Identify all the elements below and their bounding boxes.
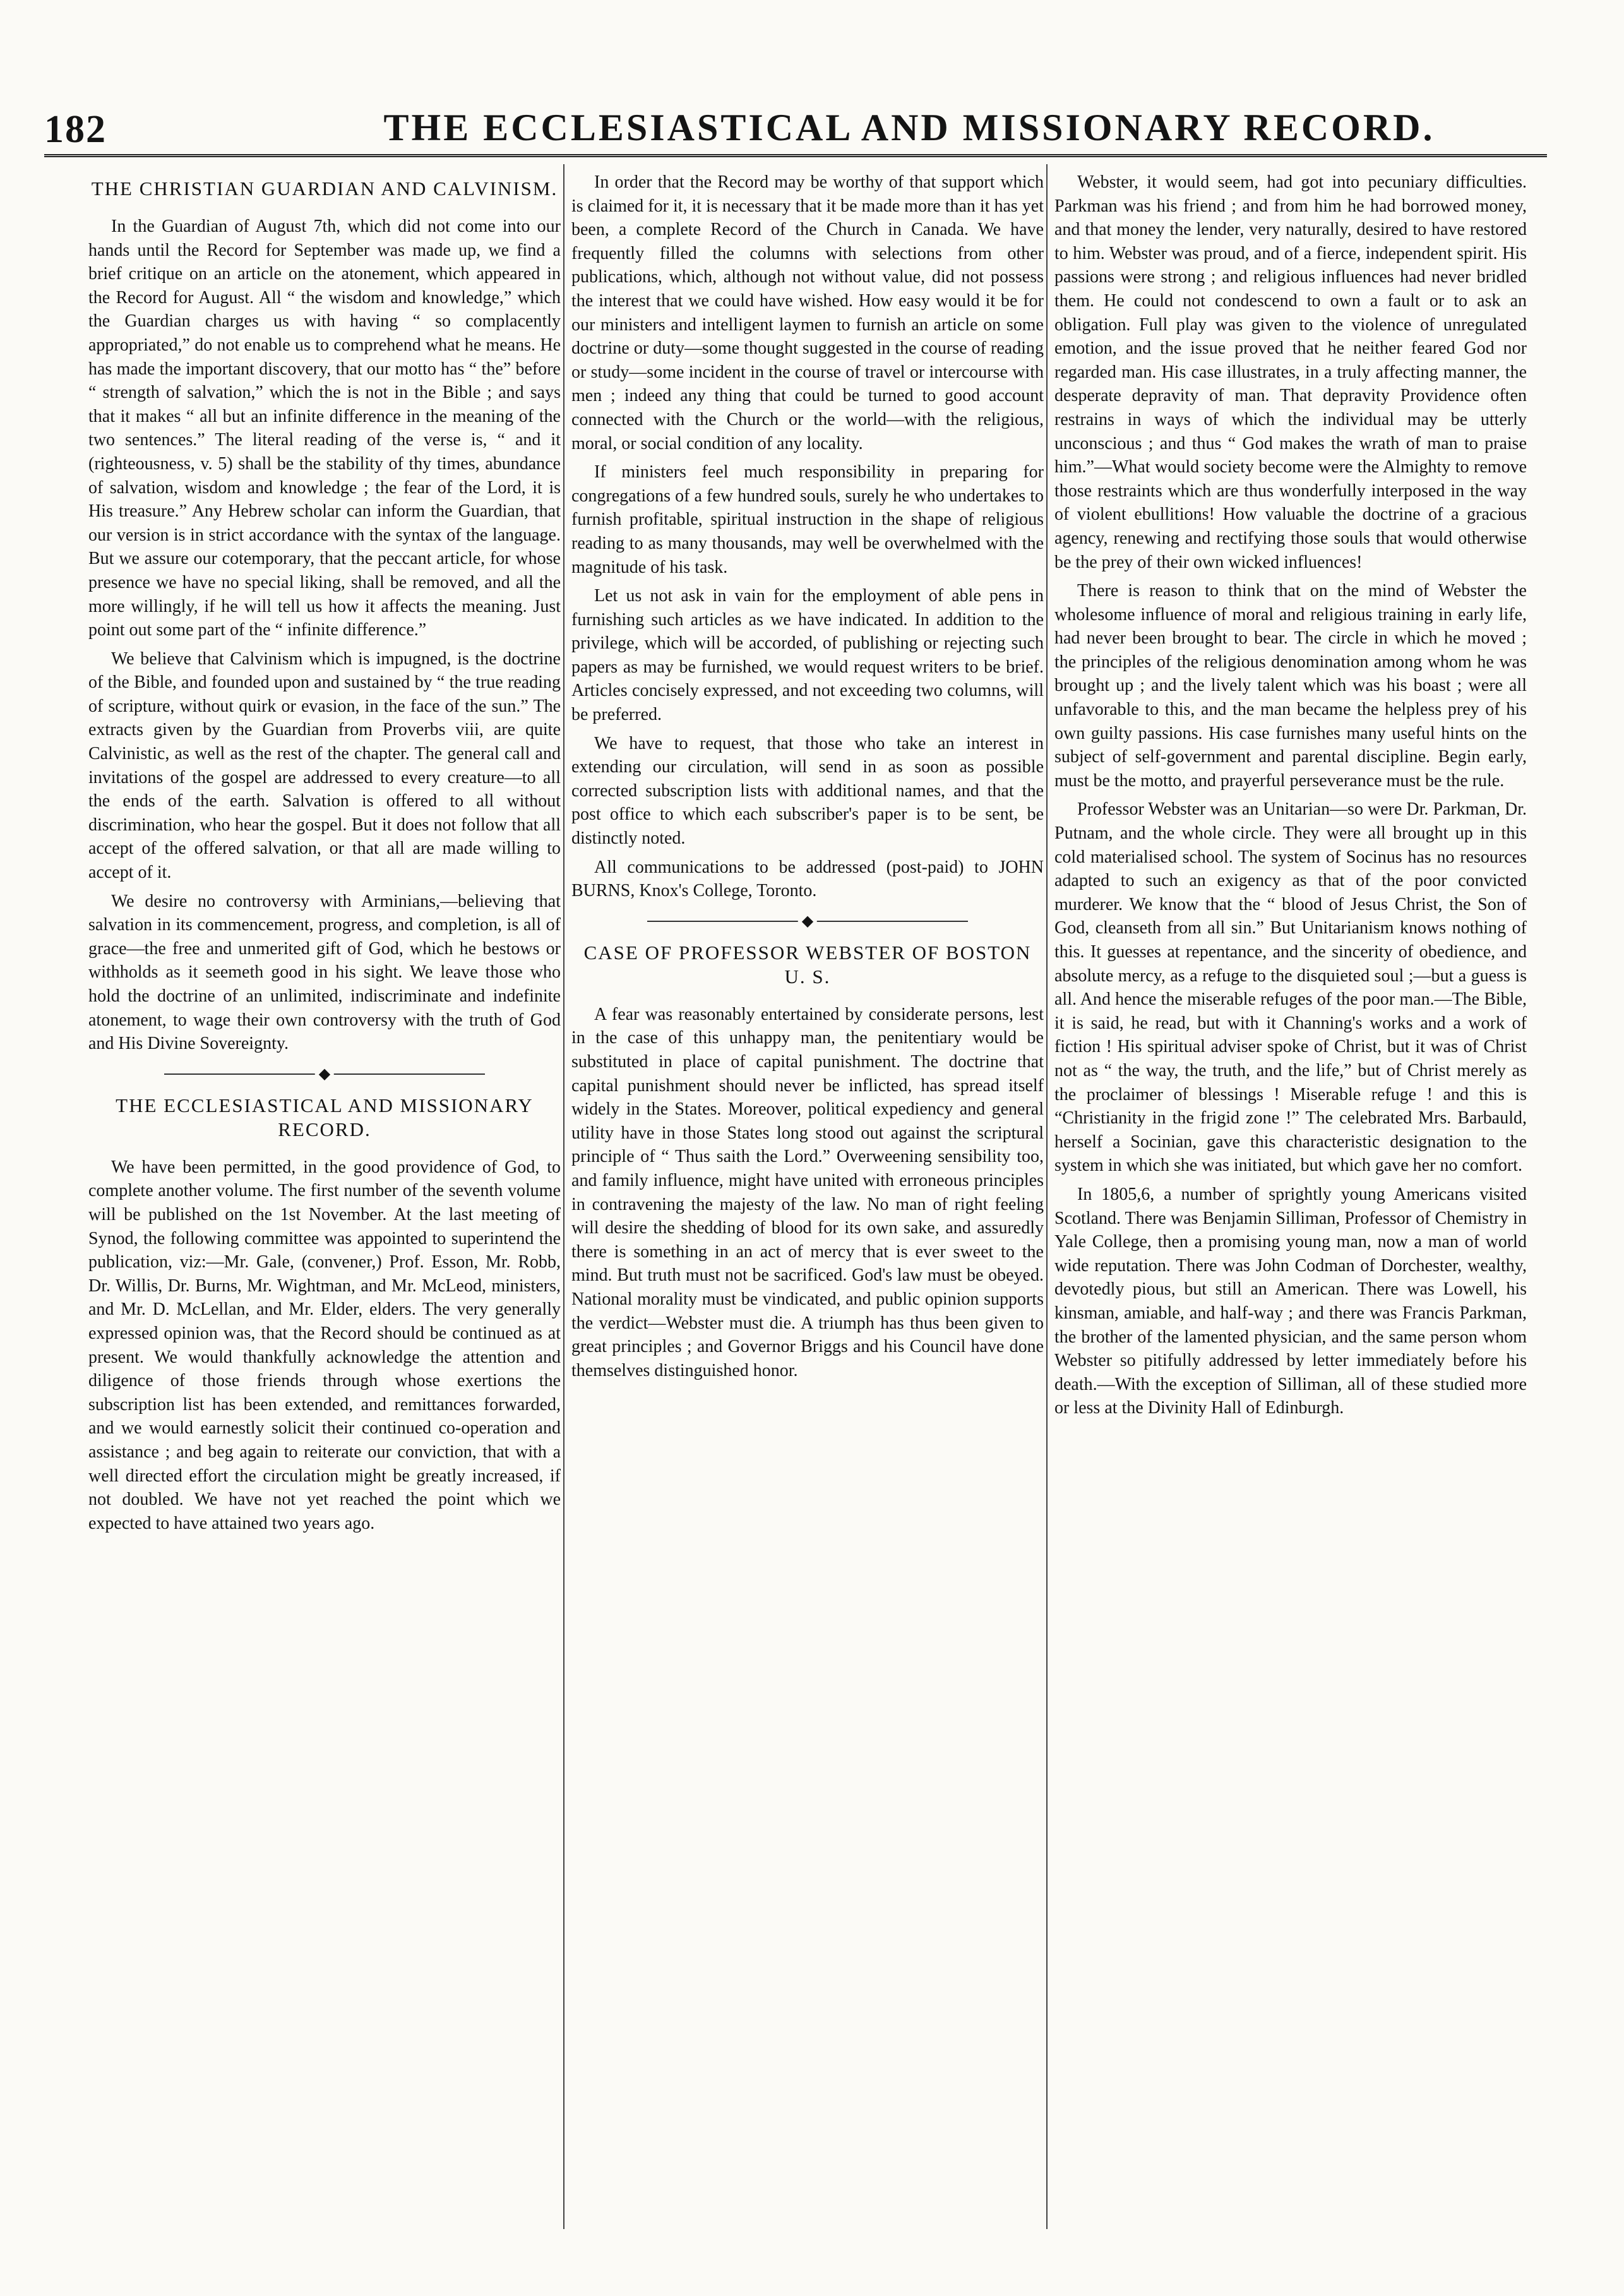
paragraph: In the Guardian of August 7th, which did not come into our hands until the Record for September was made up, we find a brief critique on an article on the atonement, which appeared in the Record for August. All “ the wisdom and knowledge,” which the Guardian charges us with having “ so complacently appropriated,” do not enable us to comprehend what he means. He has made the important discovery, that our motto has “ the” before “ strength of salvation,” which the is not in the Bible ; and says that it makes “ all but an infinite difference in the meaning of the two sentences.” The literal reading of the verse is, “ and it (righteousness, v. 5) shall be the stability of thy times, abundance of salvation, wisdom and knowledge ; the fear of the Lord, it is His treasure.” Any Hebrew scholar can inform the Guardian, that our version is in strict accordance with the syntax of the language. But we assure our cotemporary, that the peccant article, for whose presence we have no special liking, shall be removed, and all the more willingly, if he will tell us how it affects the meaning. Just point out some part of the “ infinite difference.”	[88, 217, 561, 640]
article-separator	[88, 1065, 561, 1084]
paragraph: We believe that Calvinism which is impugned, is the doctrine of the Bible, and founded upon and sustained by “ the true reading of scripture, without quirk or evasion, in the face of the sun.” The extracts given by the Guardian from Proverbs viii, are quite Calvinistic, as well as the rest of the chapter. The general call and invitations of the gospel are addressed to every creature—to all the ends of the earth. Salvation is offered to all without discrimination, who hear the gospel. But it does not follow that all accept of the offered salvation, or that all are made willing to accept of it.	[88, 649, 561, 883]
separator-ornament: ◆	[798, 912, 817, 931]
paragraph: If ministers feel much responsibility in preparing for congregations of a few hundred souls, surely he who undertakes to furnish profitable, spiritual instruction in the shape of religious reading to as many thousands, may well be overwhelmed with the magnitude of his task.	[571, 462, 1044, 577]
page-number: 182	[44, 108, 107, 151]
paragraph: In order that the Record may be worthy of that support which is claimed for it, it is necessary that it be made more than it has yet been, a complete Record of the Church in Canada. We have frequently filled the columns with selections from other publications, which, although not without value, did not possess the interest that we could have wished. How easy would it be for our ministers and intelligent laymen to furnish an article on some doctrine or duty—some thought suggested in the course of reading or study—some incident in the course of travel or intercourse with men ; indeed any thing that could be turned to good account connected with the Church or the world—with the religious, moral, or social condition of any locality.	[571, 172, 1044, 453]
article-heading-record: THE ECCLESIASTICAL AND MISSIONARY RECORD.	[116, 1094, 534, 1140]
column-3	[1054, 170, 1527, 2223]
page-header	[44, 95, 1547, 158]
article-heading-webster: CASE OF PROFESSOR WEBSTER OF BOSTON U. S.	[583, 941, 1032, 988]
paragraph: Webster, it would seem, had got into pecuniary difficulties. Parkman was his friend ; and from him he had borrowed money, and that money the lender, very naturally, desired to have restored to him. Webster was proud, and of a fierce, independent spirit. His passions were strong ; and religious influences had never bridled them. He could not condescend to own a fault or to ask an obligation. Full play was given to the violence of unregulated emotion, and the issue proved that he neither feared God nor regarded man. His case illustrates, in a truly affecting manner, the desperate depravity of man. That depravity Providence often restrains in ways of which the individual may be utterly unconscious ; and thus “ God makes the wrath of man to praise him.”—What would society become were the Almighty to remove those restraints which are thus wonderfully interposed in the way of violent ebullitions! How valuable the doctrine of a gracious agency, renewing and rectifying those souls that would otherwise be the prey of their own wicked influences!	[1054, 172, 1527, 572]
column-1	[88, 170, 561, 2223]
paragraph: Professor Webster was an Unitarian—so were Dr. Parkman, Dr. Putnam, and the whole circle. They were all brought up in this cold materialised school. The system of Socinus has no resources adapted to such an exigency as that of the poor convicted murderer. We know that the “ blood of Jesus Christ, the Son of God, cleanseth from all sin.” But Unitarianism knows nothing of this. It guesses at repentance, and the sincerity of obedience, and absolute mercy, as a refuge to the disquieted soul ;—but a guess is all. And hence the miserable refuges of the poor man.—The Bible, it is said, he read, but with it Channing's works and a work of fiction ! His spiritual adviser spoke of Christ, but it was of Christ not as “ the way, the truth, and the life,” but of Christ merely as the proclaimer of blessings ! Miserable refuge ! and this is “Christianity in the frigid zone !” The celebrated Mrs. Barbauld, herself a Socinian, gave this characteristic designation to the system in which she was initiated, but which gave her no comfort.	[1054, 799, 1527, 1176]
column-2	[571, 170, 1044, 2223]
paragraph: We have to request, that those who take an interest in extending our circulation, will send in as soon as possible corrected subscription lists with additional names, and that the post office to which each subscriber's paper is to be sent, be distinctly noted.	[571, 733, 1044, 849]
separator-ornament: ◆	[315, 1065, 334, 1084]
paragraph: We have been permitted, in the good providence of God, to complete another volume. The first number of the seventh volume will be published on the 1st November. At the last meeting of Synod, the following committee was appointed to superintend the publication, viz:—Mr. Gale, (convener,) Prof. Esson, Mr. Robb, Dr. Willis, Dr. Burns, Mr. Wightman, and Mr. McLeod, ministers, and Mr. D. McLellan, and Mr. Elder, elders. The very generally expressed opinion was, that the Record should be continued as at present. We would thankfully acknowledge the attention and diligence of those friends through whose exertions the subscription list has been extended, and remittances forwarded, and we would earnestly solicit their continued co-operation and assistance ; and beg again to reiterate our conviction, that with a well directed effort the circulation might be greatly increased, if not doubled. We have not yet reached the point which we expected to have attained two years ago.	[88, 1157, 561, 1533]
paragraph: We desire no controversy with Arminians,—believing that salvation in its commencement, progress, and completion, is all of grace—the free and unmerited gift of God, which he bestows or withholds as it seemeth good in his sight. We leave those who hold the doctrine of an unlimited, indiscriminate and indefinite atonement, to wage their own controversy with the truth of God and His Divine Sovereignty.	[88, 891, 561, 1054]
column-divider	[563, 164, 564, 2229]
paragraph: A fear was reasonably entertained by considerate persons, lest in the case of this unhappy man, the penitentiary would be substituted in place of capital punishment. The doctrine that capital punishment should never be inflicted, has spread itself widely in the States. Moreover, political expediency and general utility have in those States long stood out against the scriptural principle of “ Thus saith the Lord.” Overweening sensibility too, and family influence, might have united with erroneous principles in contravening the majesty of the law. No man of right feeling will desire the shedding of blood for its own sake, and assuredly there is something in an act of mercy that is ever sweet to the mind. But truth must not be sacrificed. God's law must be obeyed. National morality must be vindicated, and public opinion supports the verdict—Webster must die. A triumph has thus been given to great principles ; and Governor Briggs and his Council have done themselves distinguished honor.	[571, 1004, 1044, 1380]
paragraph: There is reason to think that on the mind of Webster the wholesome influence of moral and religious training in early life, had never been brought to bear. The circle in which he moved ; the principles of the religious denomination among whom he was brought up ; and the lively talent which was his boast ; were all unfavorable to this, and the man became the helpless prey of his own guilty passions. His case furnishes many useful hints on the subject of self-government and parental discipline. Begin early, must be the motto, and prayerful perseverance must be the rule.	[1054, 581, 1527, 791]
header-rule	[44, 154, 1547, 157]
article-separator	[571, 912, 1044, 931]
column-divider	[1046, 164, 1048, 2229]
article-heading-guardian: THE CHRISTIAN GUARDIAN AND CALVINISM.	[91, 177, 558, 200]
paragraph: All communications to be addressed (post-paid) to JOHN BURNS, Knox's College, Toronto.	[571, 857, 1044, 901]
paragraph: In 1805,6, a number of sprightly young Americans visited Scotland. There was Benjamin Silliman, Professor of Chemistry in Yale College, then a promising young man, now a man of world wide reputation. There was John Codman of Dorchester, wealthy, devotedly pious, but still an American. There was Lowell, his kinsman, amiable, and half-way ; and there was Francis Parkman, the brother of the lamented physician, and the same person whom Webster so pitifully addressed by letter immediately before his death.—With the exception of Silliman, all of these studied more or less at the Divinity Hall of Edinburgh.	[1054, 1184, 1527, 1418]
paragraph: Let us not ask in vain for the employment of able pens in furnishing such articles as we have indicated. In addition to the privilege, which will be accorded, of publishing or rejecting such papers as may be furnished, we would request writers to be brief. Articles concisely expressed, and not exceeding two columns, will be preferred.	[571, 586, 1044, 725]
running-title: THE ECCLESIASTICAL AND MISSIONARY RECORD.	[383, 107, 1435, 148]
